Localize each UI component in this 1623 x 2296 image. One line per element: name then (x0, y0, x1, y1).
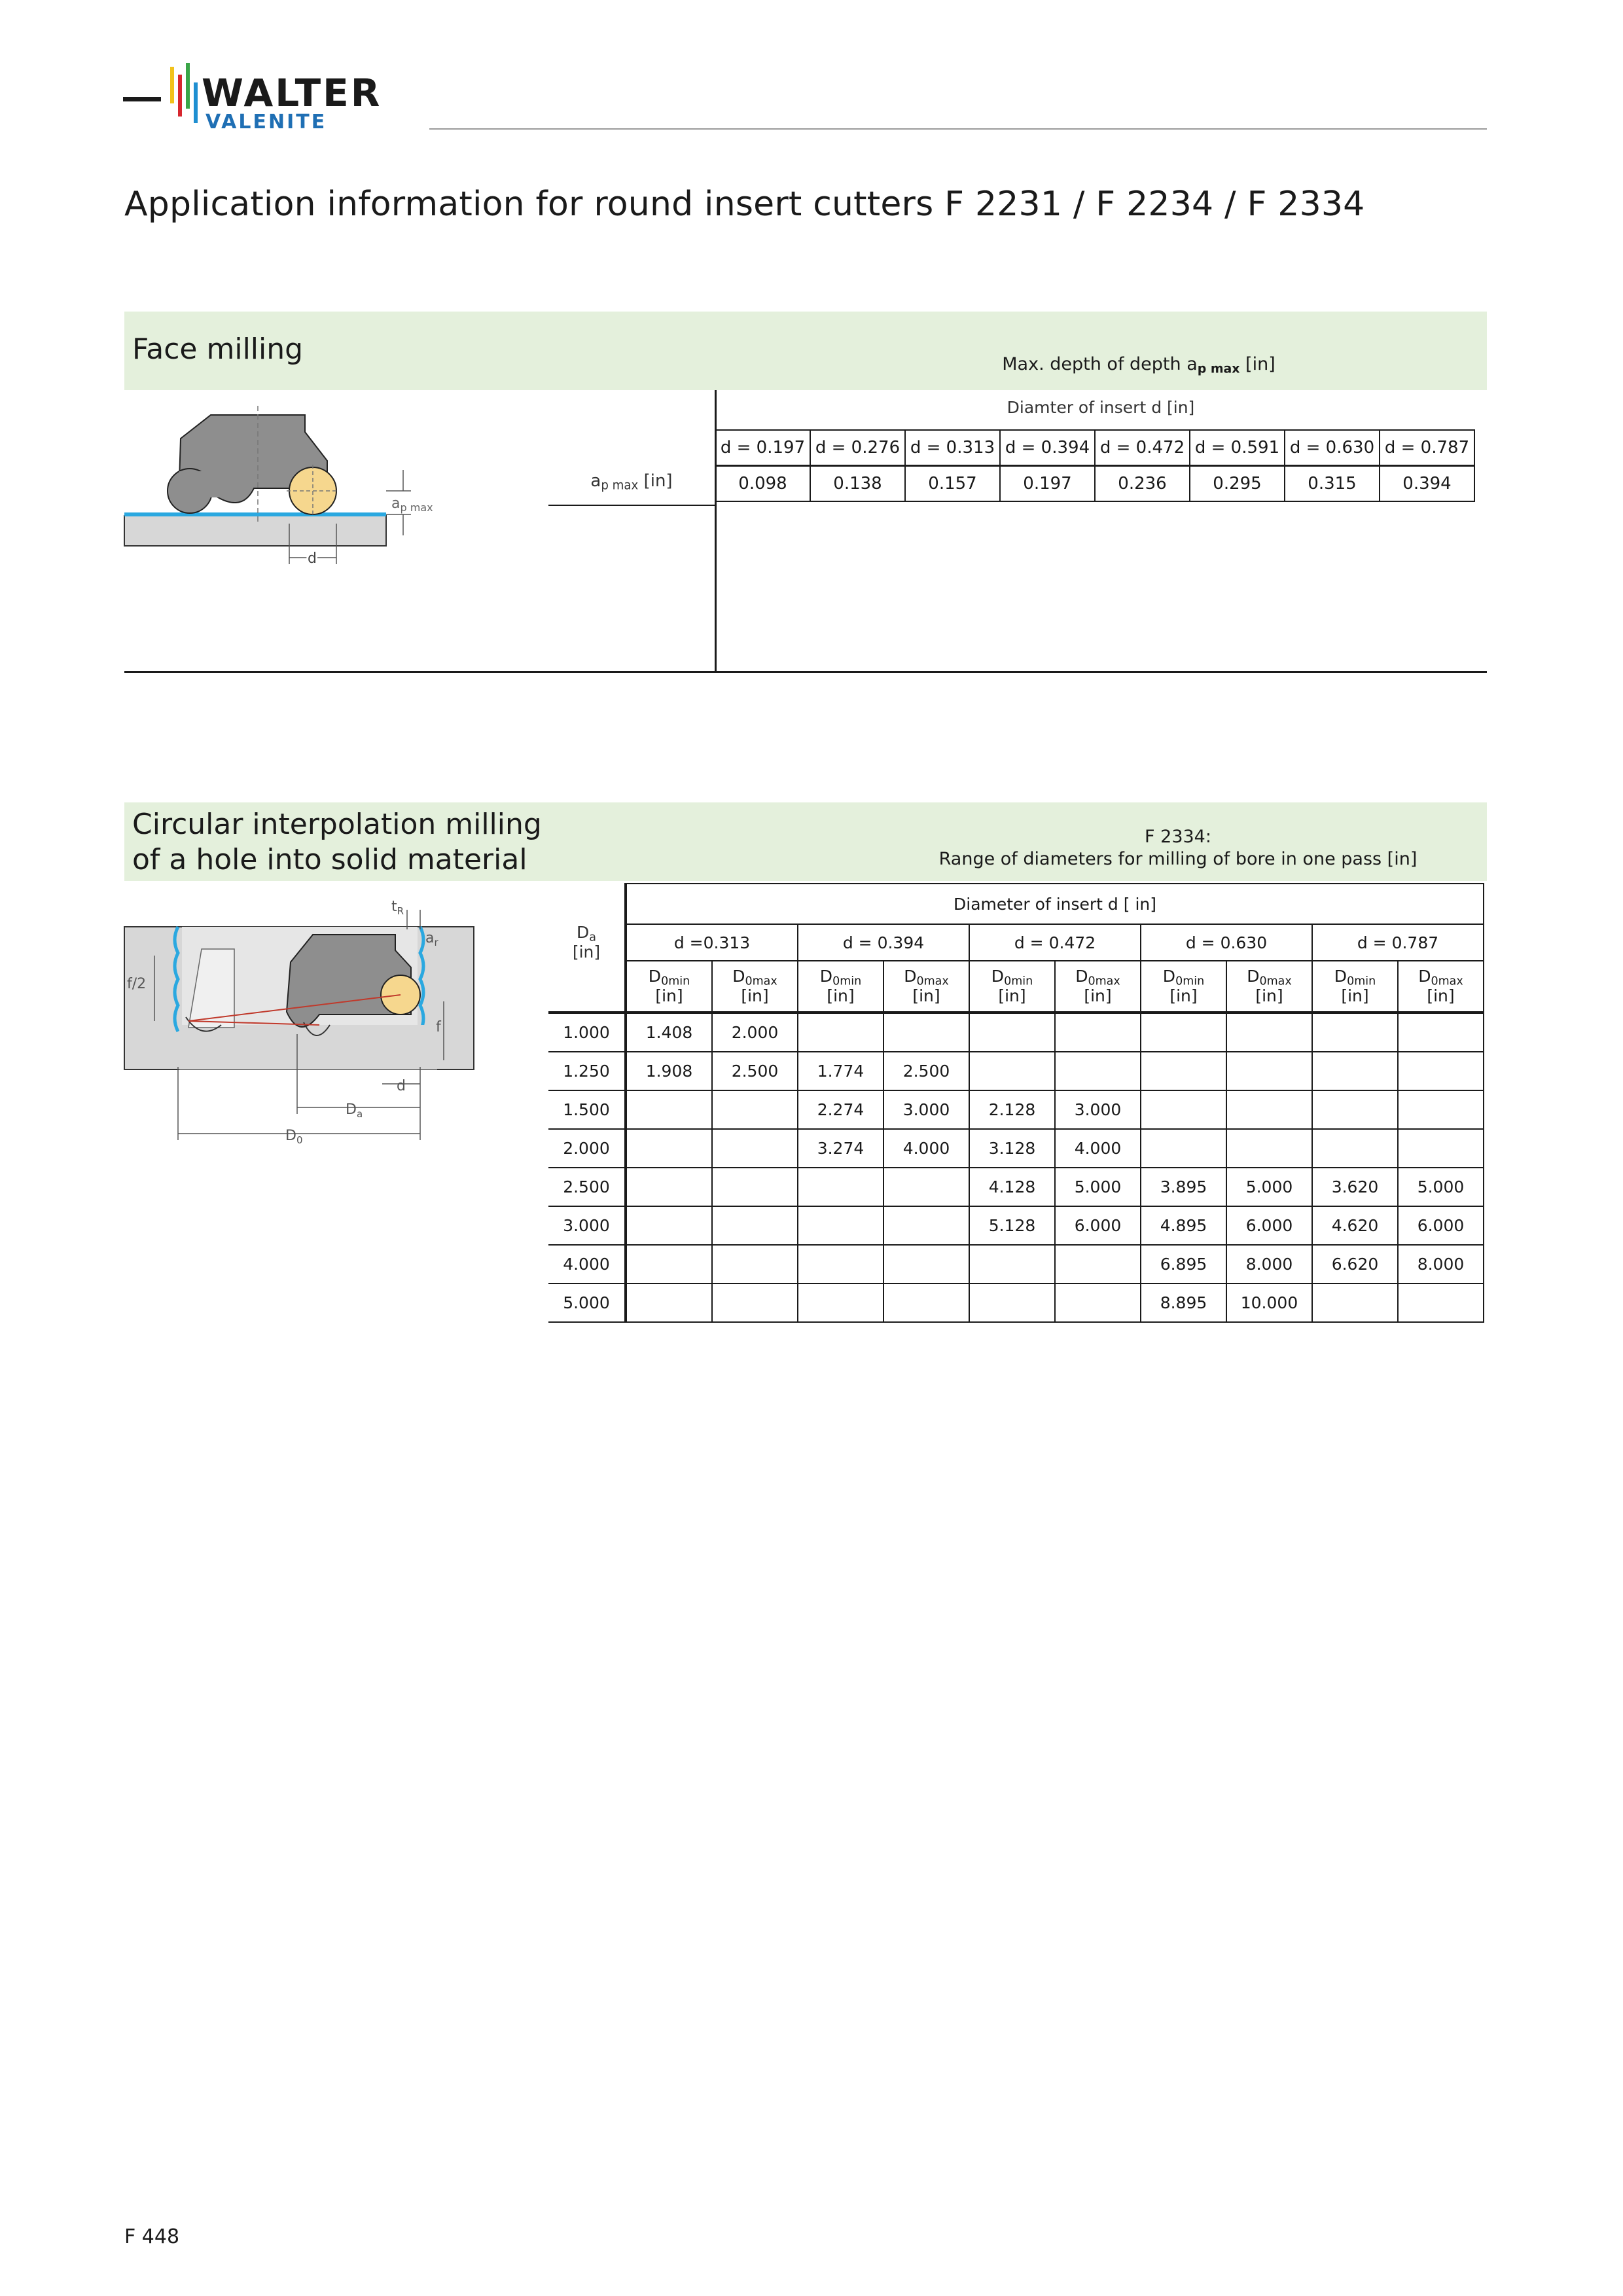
d0min-value: 6.895 (1141, 1245, 1226, 1283)
d0max-header: $D_{0max}$ [in] (1226, 961, 1312, 1013)
d0min-value: 3.895 (1141, 1168, 1226, 1206)
f-label: f (436, 1019, 441, 1035)
d0max-value (712, 1129, 798, 1168)
d0max-header: $D_{0max}$ [in] (1398, 961, 1484, 1013)
ap-max-cell: 0.197 (1000, 466, 1095, 502)
d0max-value (883, 1168, 969, 1206)
da-label: $D_a$ (346, 1102, 363, 1120)
da-value: 4.000 (548, 1245, 626, 1283)
d0max-value: 8.000 (1398, 1245, 1484, 1283)
d0min-value: 4.620 (1312, 1206, 1398, 1245)
diameter-cell: d = 0.630 (1285, 430, 1380, 466)
logo-bar-green (186, 63, 190, 109)
d0-label: $D_0$ (285, 1128, 303, 1146)
insert-diameter-header: Diameter of insert d [ in] (626, 884, 1484, 924)
header-rule (429, 128, 1487, 130)
table-row (548, 1168, 1484, 1206)
d0max-value: 2.500 (883, 1052, 969, 1090)
d0min-value: 4.895 (1141, 1206, 1226, 1245)
insert-size-row (548, 924, 1484, 961)
d0min-value: 3.274 (798, 1129, 883, 1168)
face-milling-banner (124, 312, 1487, 390)
circular-title-line2: of a hole into solid material (132, 843, 527, 876)
table-row (548, 1245, 1484, 1283)
d0-header-row (548, 961, 1484, 1013)
d0max-value: 3.000 (883, 1090, 969, 1129)
table-row (548, 1013, 1484, 1052)
d0max-value: 10.000 (1226, 1283, 1312, 1322)
ap-max-row-label: $a_{p max}$ [in] (548, 468, 715, 506)
table-row (548, 1283, 1484, 1322)
d0max-value (1398, 1052, 1484, 1090)
d0max-value: 5.000 (1398, 1168, 1484, 1206)
d0max-value (1398, 1013, 1484, 1052)
d0min-value (798, 1013, 883, 1052)
workpiece (124, 516, 386, 546)
d0min-value (798, 1283, 883, 1322)
d0min-value: 3.620 (1312, 1168, 1398, 1206)
d0max-value: 3.000 (1055, 1090, 1141, 1129)
walter-valenite-logo (123, 60, 404, 136)
diameter-row (715, 430, 1474, 466)
ap-max-cell: 0.236 (1095, 466, 1190, 502)
d0max-value (883, 1283, 969, 1322)
ap-max-cell: 0.157 (905, 466, 1000, 502)
d0max-value: 2.500 (712, 1052, 798, 1090)
logo-word: WALTER (202, 71, 382, 115)
circular-milling-table (548, 883, 1484, 1323)
d0min-value (626, 1206, 712, 1245)
d0min-value: 4.128 (969, 1168, 1055, 1206)
d0max-value: 4.000 (1055, 1129, 1141, 1168)
d0max-value (1055, 1052, 1141, 1090)
d0max-value (883, 1206, 969, 1245)
d0max-value (1226, 1090, 1312, 1129)
d0max-value: 8.000 (1226, 1245, 1312, 1283)
section-bottom-rule (124, 671, 1487, 673)
circular-banner (124, 802, 1487, 881)
d0min-value (1312, 1283, 1398, 1322)
d0min-value: 2.128 (969, 1090, 1055, 1129)
d0min-value (798, 1206, 883, 1245)
face-milling-caption: Max. depth of depth $a_{p max}$ [in] (1002, 354, 1275, 376)
d0min-value (626, 1090, 712, 1129)
d0max-value: 5.000 (1055, 1168, 1141, 1206)
table-row (548, 1052, 1484, 1090)
d0max-value (1055, 1245, 1141, 1283)
circular-caption-line1: F 2334: (1145, 827, 1211, 847)
ap-max-label: $a_{p max}$ (391, 495, 433, 514)
diameter-cell: d = 0.472 (1095, 430, 1190, 466)
d0max-value: 6.000 (1055, 1206, 1141, 1245)
logo-bar-red (178, 75, 182, 117)
ap-max-cell: 0.315 (1285, 466, 1380, 502)
table-row (548, 1090, 1484, 1129)
d0min-value (969, 1283, 1055, 1322)
face-milling-table (715, 429, 1475, 502)
d0min-value (626, 1129, 712, 1168)
d0max-value (1226, 1052, 1312, 1090)
d0min-value: 5.128 (969, 1206, 1055, 1245)
insert-size-cell: d = 0.472 (969, 924, 1141, 961)
circular-milling-diagram (123, 897, 490, 1158)
d0max-value: 6.000 (1226, 1206, 1312, 1245)
d0min-value (1312, 1052, 1398, 1090)
d0max-value (712, 1168, 798, 1206)
d0max-value (1226, 1013, 1312, 1052)
d0max-header: $D_{0max}$ [in] (712, 961, 798, 1013)
insert-size-cell: d = 0.394 (798, 924, 969, 961)
da-value: 2.500 (548, 1168, 626, 1206)
d0min-value (1312, 1013, 1398, 1052)
d0min-value: 6.620 (1312, 1245, 1398, 1283)
diameter-cell: d = 0.394 (1000, 430, 1095, 466)
d0max-value (883, 1013, 969, 1052)
diameter-cell: d = 0.313 (905, 430, 1000, 466)
d0min-value (1312, 1090, 1398, 1129)
d0max-value (1226, 1129, 1312, 1168)
d0max-value: 2.000 (712, 1013, 798, 1052)
d0max-header: $D_{0max}$ [in] (883, 961, 969, 1013)
da-value: 2.000 (548, 1129, 626, 1168)
logo-bar-yellow (170, 67, 174, 103)
d0max-value: 4.000 (883, 1129, 969, 1168)
d-label: d (397, 1078, 406, 1094)
diameter-cell: d = 0.197 (715, 430, 810, 466)
logo-subword: VALENITE (205, 111, 327, 134)
f-half-label: f/2 (127, 976, 147, 992)
d0min-header: $D_{0min}$ [in] (798, 961, 883, 1013)
d0max-value (1398, 1283, 1484, 1322)
d0min-value: 3.128 (969, 1129, 1055, 1168)
insert-diameter-label: Diamter of insert d [in] (1007, 398, 1195, 417)
d0min-value (1141, 1090, 1226, 1129)
d0max-value (712, 1206, 798, 1245)
d0min-value (626, 1168, 712, 1206)
da-value: 1.000 (548, 1013, 626, 1052)
d0min-value (1312, 1129, 1398, 1168)
d0min-value: 1.774 (798, 1052, 883, 1090)
d0min-value (1141, 1013, 1226, 1052)
d0min-value (798, 1168, 883, 1206)
face-milling-diagram (123, 393, 476, 576)
ap-max-row (715, 466, 1474, 502)
face-milling-title: Face milling (132, 332, 304, 366)
d0max-value (1055, 1283, 1141, 1322)
d0min-value (626, 1245, 712, 1283)
logo-dash (123, 97, 161, 101)
ap-max-cell: 0.098 (715, 466, 810, 502)
d0min-value (969, 1245, 1055, 1283)
d0min-value (1141, 1052, 1226, 1090)
d0max-value: 6.000 (1398, 1206, 1484, 1245)
d0min-value: 1.408 (626, 1013, 712, 1052)
d0min-header: $D_{0min}$ [in] (1312, 961, 1398, 1013)
ar-label: $a_r$ (425, 930, 438, 948)
d0min-value (626, 1283, 712, 1322)
ap-max-cell: 0.394 (1380, 466, 1474, 502)
page-number: F 448 (124, 2225, 180, 2248)
ap-max-cell: 0.295 (1190, 466, 1285, 502)
insert-size-cell: d =0.313 (626, 924, 798, 961)
d0max-value (712, 1283, 798, 1322)
table-row (548, 1129, 1484, 1168)
da-value: 3.000 (548, 1206, 626, 1245)
d0max-value: 5.000 (1226, 1168, 1312, 1206)
d0max-value (712, 1245, 798, 1283)
circular-title-line1: Circular interpolation milling (132, 808, 542, 841)
d0min-value (969, 1013, 1055, 1052)
d0max-value (1398, 1090, 1484, 1129)
insert-header-row (548, 884, 1484, 924)
logo-bar-blue (194, 82, 198, 123)
circular-caption-line2: Range of diameters for milling of bore in one pass [in] (938, 849, 1418, 869)
da-header: $D_a$ [in] (548, 884, 626, 1013)
insert-size-cell: d = 0.787 (1312, 924, 1484, 961)
page-title: Application information for round insert cutters F 2231 / F 2234 / F 2334 (124, 185, 1365, 224)
d0min-header: $D_{0min}$ [in] (626, 961, 712, 1013)
d0min-header: $D_{0min}$ [in] (1141, 961, 1226, 1013)
d0min-value: 2.274 (798, 1090, 883, 1129)
diameter-cell: d = 0.276 (810, 430, 905, 466)
d0min-value: 8.895 (1141, 1283, 1226, 1322)
table-divider (715, 390, 717, 673)
da-value: 5.000 (548, 1283, 626, 1322)
d0min-value (798, 1245, 883, 1283)
d0max-header: $D_{0max}$ [in] (1055, 961, 1141, 1013)
d0min-value (969, 1052, 1055, 1090)
d0max-value (712, 1090, 798, 1129)
d-dimension-label: d (308, 550, 317, 567)
d0max-value (1398, 1129, 1484, 1168)
ap-max-cell: 0.138 (810, 466, 905, 502)
d0min-value: 1.908 (626, 1052, 712, 1090)
diameter-cell: d = 0.787 (1380, 430, 1474, 466)
d0min-header: $D_{0min}$ [in] (969, 961, 1055, 1013)
table-row (548, 1206, 1484, 1245)
d0max-value (883, 1245, 969, 1283)
insert-size-cell: d = 0.630 (1141, 924, 1312, 961)
da-value: 1.500 (548, 1090, 626, 1129)
diameter-cell: d = 0.591 (1190, 430, 1285, 466)
tr-label: $t_R$ (391, 899, 404, 917)
d0max-value (1055, 1013, 1141, 1052)
d0min-value (1141, 1129, 1226, 1168)
da-value: 1.250 (548, 1052, 626, 1090)
